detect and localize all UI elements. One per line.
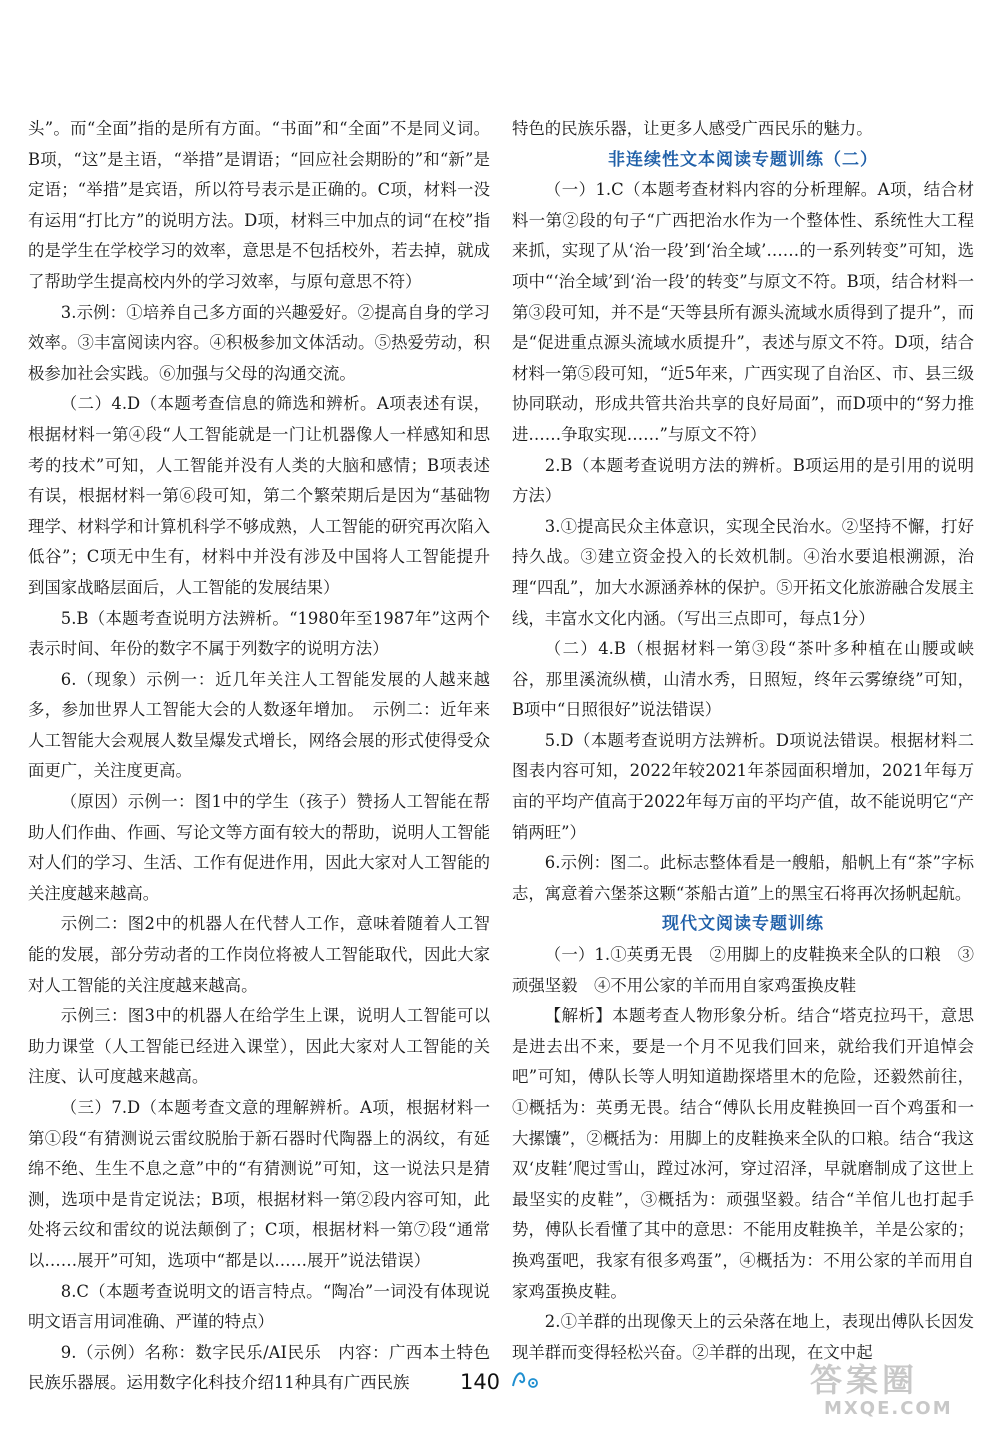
right-column (512, 114, 974, 1368)
paragraph: 2.B（本题考查说明方法的辨析。B项运用的是引用的说明方法） (512, 455, 974, 506)
paragraph: （一）1.C（本题考查材料内容的分析理解。A项，结合材料一第②段的句子“广西把治水作为一个整体性、系统性大工程来抓，实现了从‘治一段’到‘治全域’……的一系列转变”可知，选项中“‘治全域’到‘治一段’的转变”与原文不符。B项，结合材料一第③段可知，并不是“天等县所有源头流域水质得到了提升”，而是“促进重点源头流域水质提升”，表述与原文不符。D项，结合材料一第⑤段可知，“近5年来，广西实现了自治区、市、县三级协同联动，形成共管共治共享的良好局面”，而D项中的“努力推进……争取实现……”与原文不符） (512, 180, 974, 444)
paragraph: 头”。而“全面”指的是所有方面。“书面”和“全面”不是同义词。B项，“这”是主语，“举措”是谓语；“回应社会期盼的”和“新”是定语；“举措”是宾语，所以符号表示是正确的。C项，材料一没有运用“打比方”的说明方法。D项，材料三中加点的词“在校”指的是学生在学校学习的效率，意思是不包括校外，若去掉，就成了帮助学生提高校内外的学习效率，与原句意思不符） (28, 119, 490, 291)
paragraph: （二）4.B（根据材料一第③段“茶叶多种植在山腰或峡谷，那里溪流纵横，山清水秀，日照短，终年云雾缭绕”可知，B项中“日照很好”说法错误） (512, 639, 974, 720)
paragraph: 3.①提高民众主体意识，实现全民治水。②坚持不懈，打好持久战。③建立资金投入的长效机制。④治水要追根溯源，治理“四乱”，加大水源涵养林的保护。⑤开拓文化旅游融合发展主线，丰富水文化内涵。（写出三点即可，每点1分） (512, 516, 974, 628)
paragraph: 3.示例：①培养自己多方面的兴趣爱好。②提高自身的学习效率。③丰富阅读内容。④积极参加文体活动。⑤热爱劳动，积极参加社会实践。⑥加强与父母的沟通交流。 (28, 302, 490, 383)
watermark (810, 1362, 978, 1428)
paragraph: 9.（示例）名称：数字民乐/AI民乐 内容：广西本土特色民族乐器展。运用数字化科技介绍11种具有广西民族 (28, 1342, 490, 1393)
paragraph: 示例二：图2中的机器人在代替人工作，意味着随着人工智能的发展，部分劳动者的工作岗位将被人工智能取代，因此大家对人工智能的关注度越来越高。 (28, 914, 490, 995)
watermark-logo: 答案圈 (810, 1361, 919, 1399)
section-title: 非连续性文本阅读专题训练（二） (608, 149, 878, 170)
swirl-ornament-icon (510, 1368, 540, 1395)
paragraph: （二）4.D（本题考查信息的筛选和辨析。A项表述有误，根据材料一第④段“人工智能就是一门让机器像人一样感知和思考的技术”可知，人工智能并没有人类的大脑和感情；B项表述有误，根据材料一第⑥段可知，第二个繁荣期后是因为“基础物理学、材料学和计算机科学不够成熟，人工智能的研究再次陷入低谷”；C项无中生有，材料中并没有涉及中国将人工智能提升到国家战略层面后，人工智能的发展结果） (28, 394, 490, 597)
paragraph: （三）7.D（本题考查文意的理解辨析。A项，根据材料一第①段“有猜测说云雷纹脱胎于新石器时代陶器上的涡纹，有延绵不绝、生生不息之意”中的“有猜测说”可知，这一说法只是猜测，选项中是肯定说法；B项，根据材料一第②段内容可知，此处将云纹和雷纹的说法颠倒了；C项，根据材料一第⑦段“通常以……展开”可知，选项中“都是以……展开”说法错误） (28, 1098, 490, 1270)
section-title: 现代文阅读专题训练 (662, 914, 824, 935)
paragraph: 2.①羊群的出现像天上的云朵落在地上，表现出傅队长因发现羊群而变得轻松兴奋。②羊群的出现，在文中起 (512, 1312, 974, 1362)
paragraph: 6.示例：图二。此标志整体看是一艘船，船帆上有“茶”字标志，寓意着六堡茶这颗“茶船古道”上的黑宝石将再次扬帆起航。 (512, 853, 974, 903)
paragraph: 示例三：图3中的机器人在给学生上课，说明人工智能可以助力课堂（人工智能已经进入课堂），因此大家对人工智能的关注度、认可度越来越高。 (28, 1006, 490, 1087)
watermark-url: MXQE.COM (824, 1398, 953, 1419)
paragraph: 【解析】本题考查人物形象分析。结合“塔克拉玛干，意思是进去出不来，要是一个月不见我们回来，就给我们开追悼会吧”可知，傅队长等人明知道勘探塔里木的危险，还毅然前往，①概括为：英勇无畏。结合“傅队长用皮鞋换回一百个鸡蛋和一大摞馕”，②概括为：用脚上的皮鞋换来全队的口粮。结合“我这双‘皮鞋’爬过雪山，蹚过冰河，穿过沼泽，早就磨制成了这世上最坚实的皮鞋”，③概括为：顽强坚毅。结合“羊倌儿也打起手势，傅队长看懂了其中的意思：不能用皮鞋换羊，羊是公家的；换鸡蛋吧，我家有很多鸡蛋”，④概括为：不用公家的羊而用自家鸡蛋换皮鞋。 (512, 1006, 974, 1301)
paragraph: 8.C（本题考查说明文的语言特点。“陶冶”一词没有体现说明文语言用词准确、严谨的特点） (28, 1281, 490, 1332)
page-number: 140 (459, 1369, 501, 1394)
paragraph: 特色的民族乐器，让更多人感受广西民乐的魅力。 (512, 119, 873, 138)
paragraph: 6.（现象）示例一：近几年关注人工智能发展的人越来越多，参加世界人工智能大会的人数逐年增加。 示例二：近年来人工智能大会观展人数呈爆发式增长，网络会展的形式使得受众面更广，关注度更高。 (28, 669, 490, 781)
paragraph: （原因）示例一：图1中的学生（孩子）赞扬人工智能在帮助人们作曲、作画、写论文等方面有较大的帮助，说明人工智能对人们的学习、生活、工作有促进作用，因此大家对人工智能的关注度越来越高。 (28, 792, 490, 903)
paragraph: 5.D（本题考查说明方法辨析。D项说法错误。根据材料二图表内容可知，2022年较2021年茶园面积增加，2021年每万亩的平均产值高于2022年每万亩的平均产值，故不能说明它“产销两旺”） (512, 730, 974, 842)
left-column (28, 114, 490, 1399)
paragraph: （一）1.①英勇无畏 ②用脚上的皮鞋换来全队的口粮 ③顽强坚毅 ④不用公家的羊而用自家鸡蛋换皮鞋 (512, 945, 974, 995)
paragraph: 5.B（本题考查说明方法辨析。“1980年至1987年”这两个表示时间、年份的数字不属于列数字的说明方法） (28, 608, 490, 659)
